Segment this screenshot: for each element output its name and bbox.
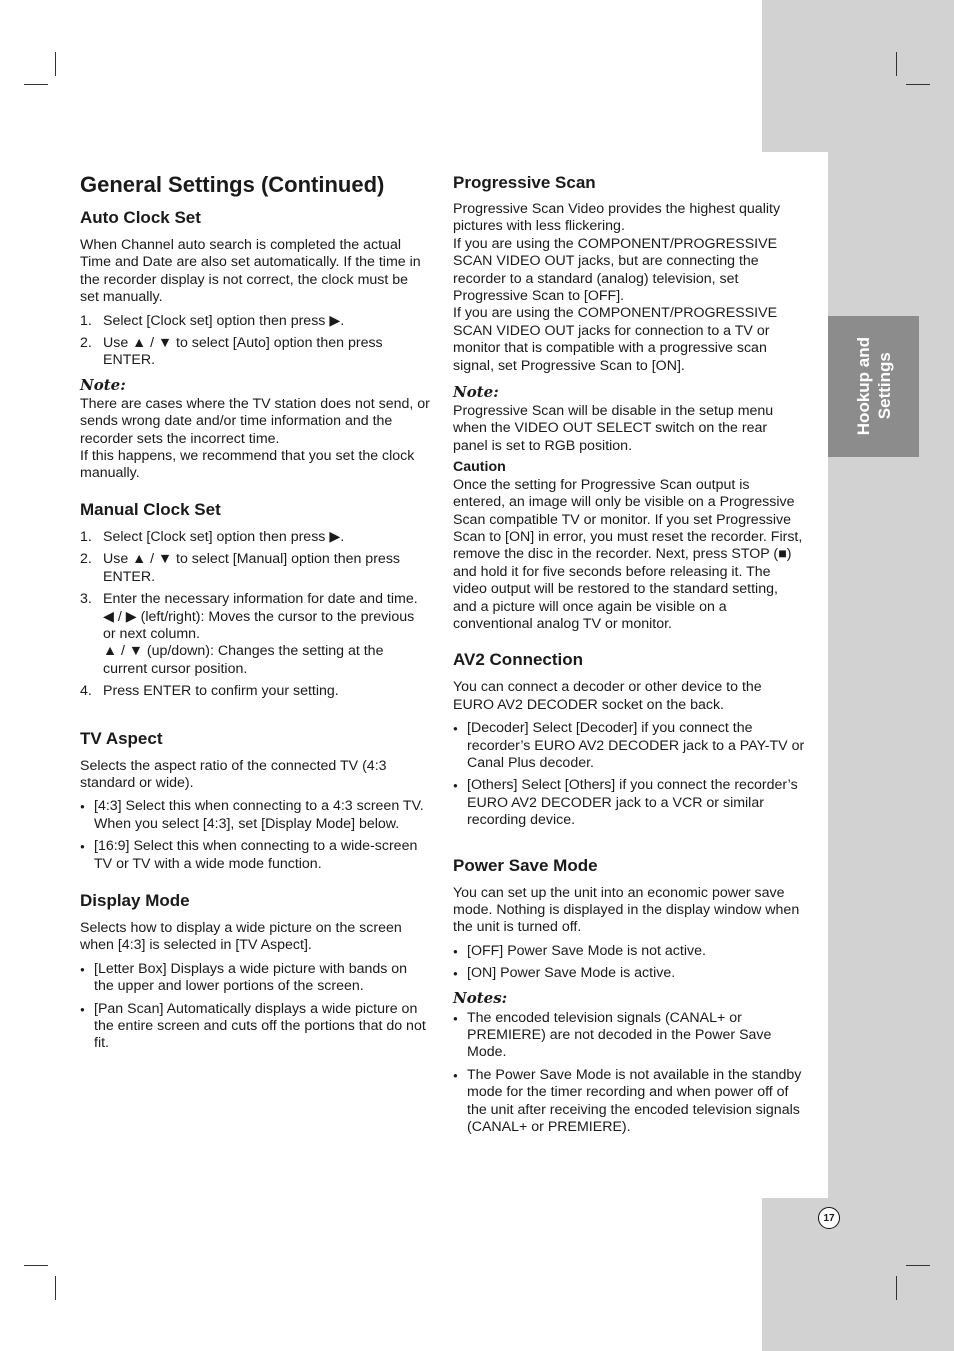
auto-clock-note-text: There are cases where the TV station does not send, or sends wrong date and/or time information and the recorder sets the incorrect time. <box>80 395 430 447</box>
step-subtext: ▲ / ▼ (up/down): Changes the setting at the current cursor position. <box>103 643 384 677</box>
section-tab <box>828 316 919 457</box>
auto-clock-section <box>80 207 430 483</box>
manual-clock-steps <box>80 529 430 701</box>
margin-panel-bottom <box>762 1198 954 1351</box>
progressive-scan-note-text: Progressive Scan will be disable in the setup menu when the VIDEO OUT SELECT switch on the rear panel is set to RGB position. <box>453 403 774 454</box>
list-item <box>80 591 430 678</box>
caution-title: Caution <box>453 459 506 476</box>
crop-mark <box>24 1265 48 1266</box>
list-item <box>80 313 430 330</box>
section-tab-line1: Hookup and <box>853 337 873 436</box>
auto-clock-steps <box>80 313 430 370</box>
power-save-notes-title: Notes: <box>453 988 508 1007</box>
av2-connection-section <box>453 649 805 829</box>
step-number: 2. <box>80 551 92 568</box>
list-item <box>80 529 430 546</box>
auto-clock-note-text: If this happens, we recommend that you set the clock manually. <box>80 448 415 482</box>
display-mode-section <box>80 890 430 1053</box>
list-item: ● [16:9] Select this when connecting to a wide-screen TV or TV with a wide mode function. <box>80 838 430 873</box>
right-column <box>453 168 805 1141</box>
step-number: 3. <box>80 591 92 608</box>
list-item: ● [Others] Select [Others] if you connect the recorder’s EURO AV2 DECODER jack to a VCR or similar recording device. <box>453 777 805 829</box>
av2-connection-intro: You can connect a decoder or other device to the EURO AV2 DECODER socket on the back. <box>453 679 762 713</box>
list-item: ● [Pan Scan] Automatically displays a wide picture on the entire screen and cuts off the portions that do not fit. <box>80 1001 430 1053</box>
crop-mark <box>55 52 56 76</box>
left-column <box>80 168 430 1058</box>
tv-aspect-intro: Selects the aspect ratio of the connected TV (4:3 standard or wide). <box>80 757 387 791</box>
crop-mark <box>24 84 48 85</box>
auto-clock-note-title: Note: <box>80 375 126 394</box>
manual-clock-section <box>80 499 430 701</box>
display-mode-options <box>80 961 430 1053</box>
list-item: ● [ON] Power Save Mode is active. <box>453 965 805 982</box>
list-item <box>80 683 430 700</box>
page-title: General Settings (Continued) <box>80 172 385 197</box>
progressive-scan-note-title: Note: <box>453 383 499 402</box>
crop-mark <box>906 84 930 85</box>
power-save-options <box>453 943 805 983</box>
list-item: ● The encoded television signals (CANAL+ or PREMIERE) are not decoded in the Power Save Mode. <box>453 1010 805 1062</box>
av2-connection-heading: AV2 Connection <box>453 650 584 670</box>
auto-clock-intro: When Channel auto search is completed the actual Time and Date are also set automatically. If the time in the recorder display is not correct, the clock must be set manually. <box>80 237 421 306</box>
step-number: 1. <box>80 528 92 545</box>
list-item: ● [Letter Box] Displays a wide picture with bands on the upper and lower portions of the screen. <box>80 961 430 996</box>
crop-mark <box>896 1276 897 1300</box>
list-item <box>80 551 430 586</box>
display-mode-heading: Display Mode <box>80 890 190 910</box>
step-number: 4. <box>80 683 92 700</box>
crop-mark <box>55 1276 56 1300</box>
list-item: ● [OFF] Power Save Mode is not active. <box>453 943 805 960</box>
power-save-section <box>453 855 805 1137</box>
step-text: Use ▲ / ▼ to select [Manual] option then press ENTER. <box>103 551 401 585</box>
progressive-scan-text: Progressive Scan Video provides the highest quality pictures with less flickering. <box>453 201 781 235</box>
progressive-scan-text: If you are using the COMPONENT/PROGRESSIVE SCAN VIDEO OUT jacks, but are connecting the recorder to a standard (analog) television, set Progressive Scan to [OFF]. <box>453 235 778 305</box>
display-mode-intro: Selects how to display a wide picture on the screen when [4:3] is selected in [TV Aspect]. <box>80 919 402 954</box>
list-item: ● [Decoder] Select [Decoder] if you connect the recorder’s EURO AV2 DECODER jack to a PAY-TV or Canal Plus decoder. <box>453 720 805 772</box>
power-save-heading: Power Save Mode <box>453 855 598 875</box>
step-number: 1. <box>80 312 92 329</box>
progressive-scan-heading: Progressive Scan <box>453 173 596 192</box>
av2-connection-options <box>453 720 805 829</box>
power-save-intro: You can set up the unit into an economic power save mode. Nothing is displayed in the display window when the unit is turned off. <box>453 884 800 936</box>
list-item: ● The Power Save Mode is not available in the standby mode for the timer recording and when power off of the unit after receiving the encoded television signals (CANAL+ or PREMIERE). <box>453 1067 805 1137</box>
crop-mark <box>896 52 897 76</box>
list-item: ● [4:3] Select this when connecting to a 4:3 screen TV. When you select [4:3], set [Display Mode] below. <box>80 798 430 833</box>
caution-text: Once the setting for Progressive Scan output is entered, an image will only be visible on a Progressive Scan compatible TV or monitor. If you set Progressive Scan to [ON] in error, you must reset the recorder. First, remove the disc in the recorder. Next, press STOP (■) and hold it for five seconds before releasing it. The video output will be restored to the standard setting, and a picture will once again be visible on a conventional analog TV or monitor. <box>453 476 803 632</box>
page-number: 17 <box>818 1207 840 1229</box>
list-item <box>80 335 430 370</box>
progressive-scan-text: If you are using the COMPONENT/PROGRESSIVE SCAN VIDEO OUT jacks for connection to a TV or monitor that is compatible with a progressive scan signal, set Progressive Scan to [ON]. <box>453 305 778 374</box>
step-text: Enter the necessary information for date and time. <box>103 591 418 608</box>
step-text: Press ENTER to confirm your setting. <box>103 683 339 700</box>
step-subtext: ◀ / ▶ (left/right): Moves the cursor to the previous or next column. <box>103 608 415 642</box>
progressive-scan-section <box>453 172 805 633</box>
margin-panel-top <box>762 0 954 152</box>
manual-clock-heading: Manual Clock Set <box>80 499 221 519</box>
tv-aspect-heading: TV Aspect <box>80 728 163 748</box>
step-text: Select [Clock set] option then press ▶. <box>103 312 345 329</box>
section-tab-label <box>853 337 895 435</box>
margin-panel-right <box>828 152 954 1198</box>
crop-mark <box>906 1265 930 1266</box>
power-save-notes <box>453 1010 805 1137</box>
tv-aspect-options <box>80 798 430 873</box>
tv-aspect-section <box>80 728 430 873</box>
step-text: Use ▲ / ▼ to select [Auto] option then press ENTER. <box>103 335 383 369</box>
auto-clock-heading: Auto Clock Set <box>80 208 201 227</box>
step-text: Select [Clock set] option then press ▶. <box>103 528 345 545</box>
step-number: 2. <box>80 335 92 352</box>
section-tab-line2: Settings <box>874 352 894 421</box>
